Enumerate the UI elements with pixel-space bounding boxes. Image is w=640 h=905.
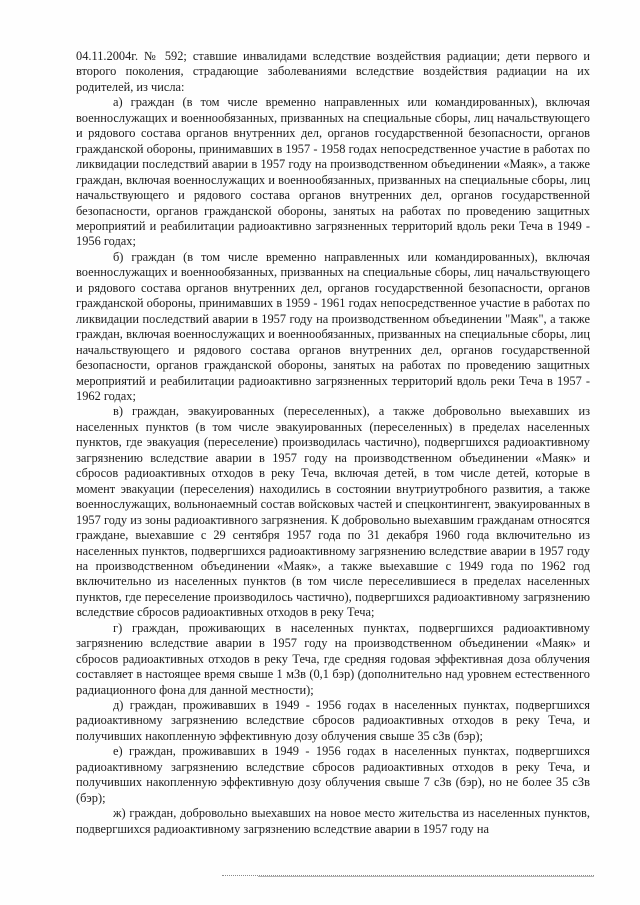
document-body — [76, 49, 590, 837]
paragraph-v: в) граждан, эвакуированных (переселенных), а также добровольно выехавших из населенных пунктов (в том числе эвакуированных (переселенных) в пределах населенных пунктов, где эвакуация (переселение) производилась частично), подвергшихся радиоактивному загрязнению вследствие аварии в 1957 году на производственном объединении «Маяк» и сбросов радиоактивных отходов в реку Теча, включая детей, в том числе детей, которые в момент эвакуации (переселения) находились в состоянии внутриутробного развития, а также военнослужащих, вольнонаемный состав войсковых частей и спецконтингент, эвакуированных в 1957 году из зоны радиоактивного загрязнения. К добровольно выехавшим гражданам относятся граждане, выехавшие с 29 сентября 1957 года по 31 декабря 1960 года включительно из населенных пунктов, подвергшихся радиоактивному загрязнению вследствие аварии в 1957 году на производственном объединении «Маяк», а также выехавшие с 1949 года по 1962 год включительно из населенных пунктов (в том числе переселившиеся в пределах населенных пунктов, где переселение производилось частично), подвергшихся радиоактивному загрязнению вследствие сбросов радиоактивных отходов в реку Теча; — [76, 404, 590, 620]
paragraph-a: а) граждан (в том числе временно направленных или командированных), включая военнослужащих и военнообязанных, призванных на специальные сборы, лиц начальствующего и рядового состава органов внутренних дел, органов государственной безопасности, органов гражданской обороны, принимавших в 1957 - 1958 годах непосредственное участие в работах по ликвидации последствий аварии в 1957 году на производственном объединении «Маяк», а также граждан, включая военнослужащих и военнообязанных, призванных на специальные сборы, лиц начальствующего и рядового состава органов внутренних дел, органов государственной безопасности, органов гражданской обороны, занятых на работах по проведению защитных мероприятий и реабилитации радиоактивно загрязненных территорий вдоль реки Теча в 1949 - 1956 годах; — [76, 95, 590, 249]
paragraph-zh: ж) граждан, добровольно выехавших на новое место жительства из населенных пунктов, подвергшихся радиоактивному загрязнению вследствие аварии в 1957 году на — [76, 806, 590, 836]
footer-divider — [258, 876, 594, 877]
paragraph-e: е) граждан, проживавших в 1949 - 1956 годах в населенных пунктах, подвергшихся радиоактивному загрязнению вследствие сбросов радиоактивных отходов в реку Теча, и получивших накопленную эффективную дозу облучения свыше 7 сЗв (бэр), но не более 35 сЗв (бэр); — [76, 744, 590, 805]
paragraph-d: д) граждан, проживавших в 1949 - 1956 годах в населенных пунктах, подвергшихся радиоактивному загрязнению вследствие сбросов радиоактивных отходов в реку Теча, и получивших накопленную эффективную дозу облучения свыше 35 сЗв (бэр); — [76, 698, 590, 743]
paragraph-intro: 04.11.2004г. № 592; ставшие инвалидами вследствие воздействия радиации; дети первого и второго поколения, страдающие заболеваниями вследствие воздействия радиации на их родителей, из числа: — [76, 49, 590, 94]
paragraph-b: б) граждан (в том числе временно направленных или командированных), включая военнослужащих и военнообязанных, призванных на специальные сборы, лиц начальствующего и рядового состава органов внутренних дел, органов государственной безопасности, органов гражданской обороны, принимавших в 1959 - 1961 годах непосредственное участие в работах по ликвидации последствий аварии в 1957 году на производственном объединении "Маяк", а также граждан, включая военнослужащих и военнообязанных, призванных на специальные сборы, лиц начальствующего и рядового состава органов внутренних дел, органов государственной безопасности, органов гражданской обороны, занятых на работах по проведению защитных мероприятий и реабилитации радиоактивно загрязненных территорий вдоль реки Теча в 1957 - 1962 годах; — [76, 249, 590, 403]
paragraph-g: г) граждан, проживающих в населенных пунктах, подвергшихся радиоактивному загрязнению вследствие аварии в 1957 году на производственном объединении «Маяк» и сбросов радиоактивных отходов в реку Теча, где средняя годовая эффективная доза облучения составляет в настоящее время свыше 1 мЗв (0,1 бэр) (дополнительно над уровнем естественного радиационного фона для данной местности); — [76, 620, 590, 697]
